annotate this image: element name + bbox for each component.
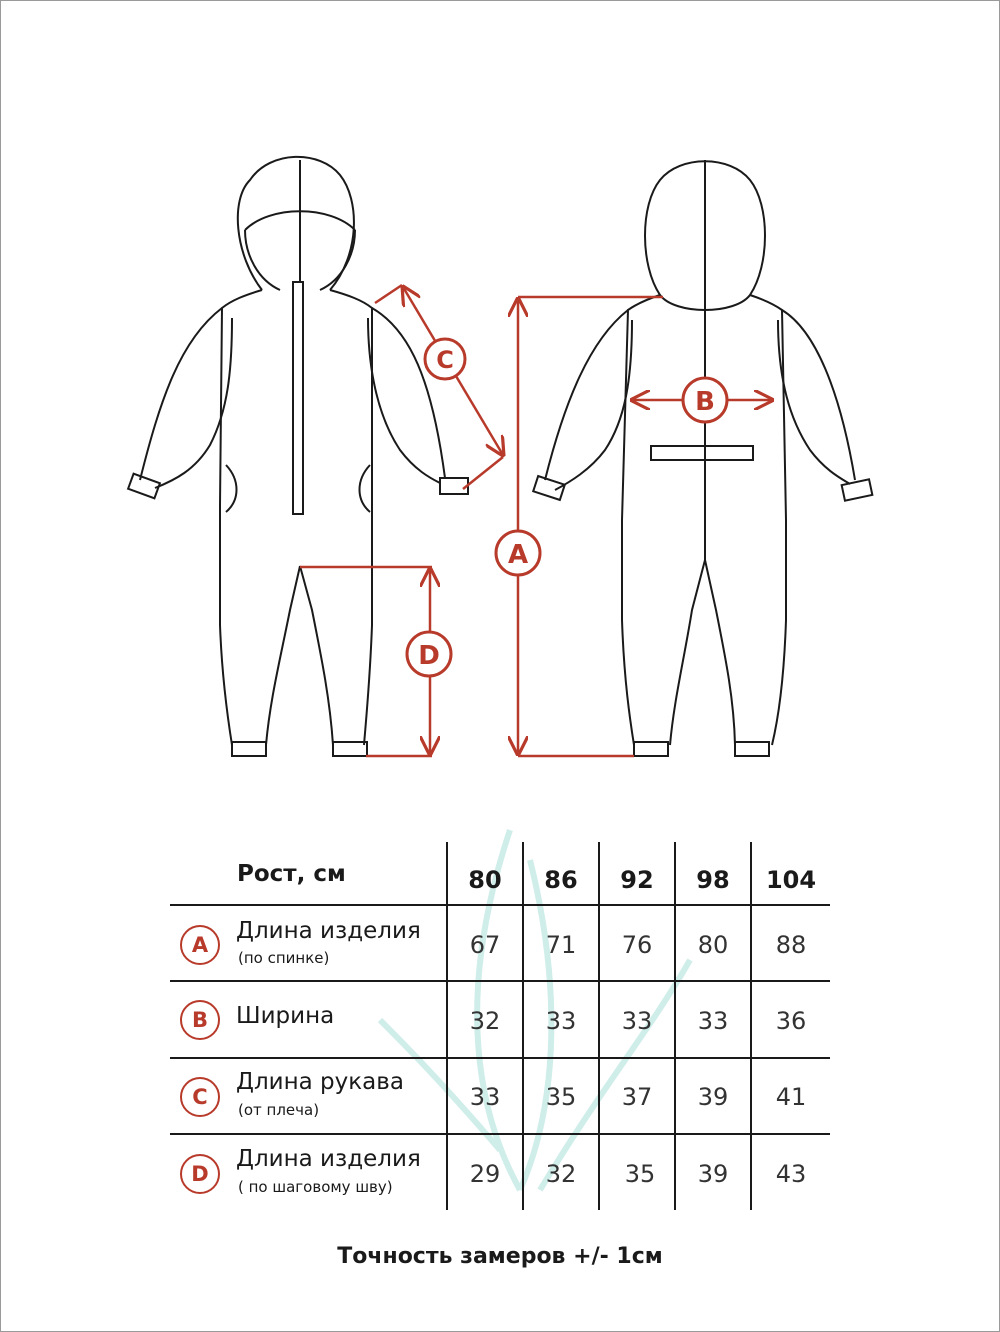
row-a-val-86: 71 bbox=[545, 931, 577, 959]
row-d-sublabel: ( по шаговому шву) bbox=[238, 1178, 393, 1196]
row-c-sublabel: (от плеча) bbox=[238, 1101, 320, 1119]
row-a-val-104: 88 bbox=[775, 931, 807, 959]
row-b-val-98: 33 bbox=[697, 1007, 729, 1035]
table-header-label: Рост, см bbox=[237, 861, 346, 887]
marker-c-label: C bbox=[436, 346, 454, 374]
row-c-val-98: 39 bbox=[697, 1083, 729, 1111]
row-c-label: Длина рукава bbox=[236, 1069, 404, 1095]
row-d-val-86: 32 bbox=[545, 1160, 577, 1188]
row-b-val-80: 32 bbox=[469, 1007, 501, 1035]
table-rule bbox=[170, 980, 830, 982]
table-rule bbox=[170, 904, 830, 906]
row-b-val-86: 33 bbox=[545, 1007, 577, 1035]
row-c-val-92: 37 bbox=[621, 1083, 653, 1111]
row-c-val-86: 35 bbox=[545, 1083, 577, 1111]
row-a-label: Длина изделия bbox=[236, 918, 421, 944]
row-d-val-80: 29 bbox=[469, 1160, 501, 1188]
size-col-86: 86 bbox=[544, 866, 578, 894]
table-rule bbox=[170, 1057, 830, 1059]
row-d-badge: D bbox=[180, 1154, 220, 1194]
row-d-val-104: 43 bbox=[775, 1160, 807, 1188]
row-b-label: Ширина bbox=[236, 1003, 335, 1029]
row-c-val-80: 33 bbox=[469, 1083, 501, 1111]
size-col-98: 98 bbox=[696, 866, 730, 894]
row-d-label: Длина изделия bbox=[236, 1146, 421, 1172]
accuracy-note: Точность замеров +/- 1см bbox=[337, 1244, 663, 1269]
row-b-val-92: 33 bbox=[621, 1007, 653, 1035]
row-a-val-92: 76 bbox=[621, 931, 653, 959]
size-col-104: 104 bbox=[765, 866, 817, 894]
row-c-badge: C bbox=[180, 1077, 220, 1117]
row-a-badge: A bbox=[180, 925, 220, 965]
size-col-92: 92 bbox=[620, 866, 654, 894]
table-rule bbox=[170, 1133, 830, 1135]
row-b-val-104: 36 bbox=[775, 1007, 807, 1035]
row-b-badge: B bbox=[180, 1000, 220, 1040]
row-d-val-92: 35 bbox=[624, 1160, 656, 1188]
marker-b-label: B bbox=[695, 387, 715, 417]
row-a-val-80: 67 bbox=[469, 931, 501, 959]
marker-d-label: D bbox=[418, 641, 440, 671]
row-c-val-104: 41 bbox=[775, 1083, 807, 1111]
row-a-sublabel: (по спинке) bbox=[238, 949, 330, 967]
row-a-val-98: 80 bbox=[697, 931, 729, 959]
size-col-80: 80 bbox=[468, 866, 502, 894]
marker-a-label: A bbox=[507, 540, 529, 570]
row-d-val-98: 39 bbox=[697, 1160, 729, 1188]
